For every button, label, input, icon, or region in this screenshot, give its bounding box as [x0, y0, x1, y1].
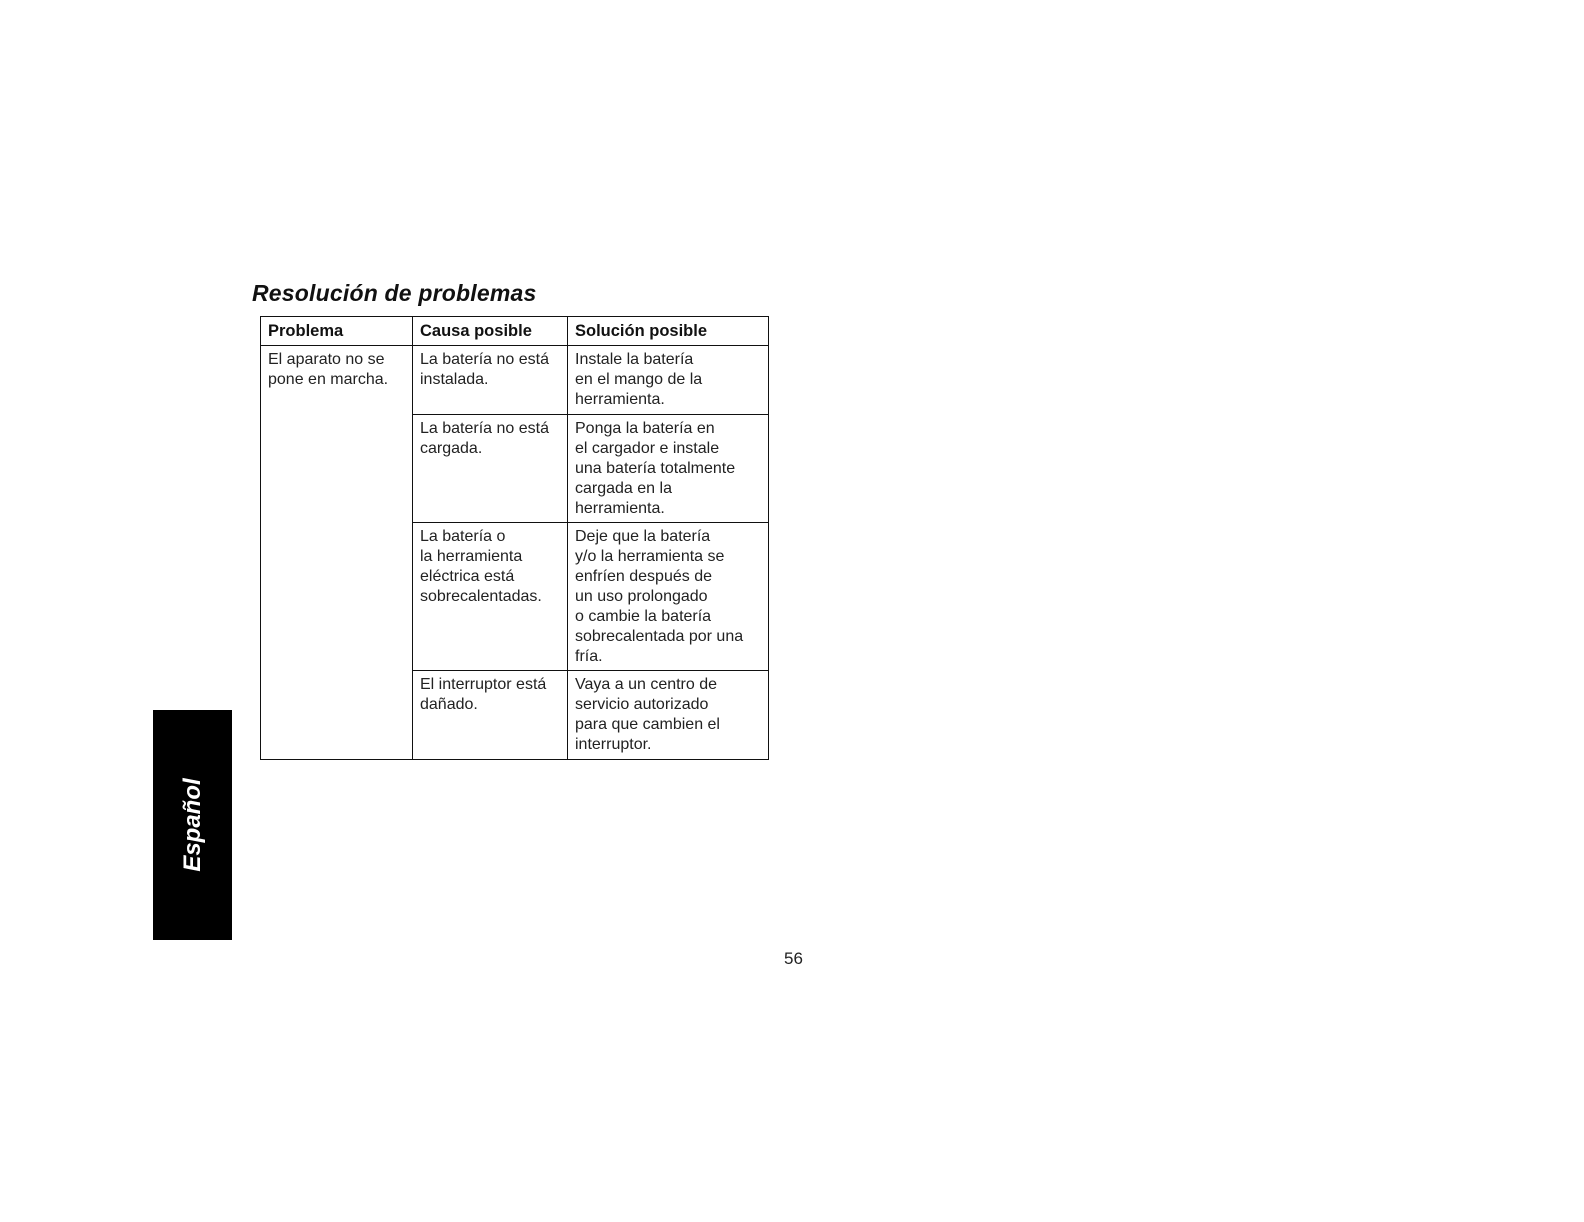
table-header-row — [261, 317, 769, 346]
cause-cell: El interruptor está dañado. — [413, 671, 568, 760]
section-title: Resolución de problemas — [252, 280, 537, 306]
header-solution: Solución posible — [568, 317, 769, 346]
cause-cell: La batería o la herramienta eléctrica está sobrecalentadas. — [413, 523, 568, 671]
solution-cell: Vaya a un centro de servicio autorizado para que cambien el interruptor. — [568, 671, 769, 760]
solution-cell: Deje que la batería y/o la herramienta se enfríen después de un uso prolongado o cambie la batería sobrecalentada por una fría. — [568, 523, 769, 671]
solution-cell: Instale la batería en el mango de la herramienta. — [568, 346, 769, 415]
table-row — [261, 346, 769, 415]
cause-cell: La batería no está cargada. — [413, 415, 568, 523]
page-number: 56 — [784, 949, 803, 968]
language-tab — [153, 710, 232, 940]
troubleshooting-table — [260, 316, 769, 760]
language-tab-label: Español — [178, 778, 206, 872]
solution-cell: Ponga la batería en el cargador e instale una batería totalmente cargada en la herramienta. — [568, 415, 769, 523]
cause-cell: La batería no está instalada. — [413, 346, 568, 415]
header-cause: Causa posible — [413, 317, 568, 346]
header-problem: Problema — [261, 317, 413, 346]
problem-cell: El aparato no se pone en marcha. — [261, 346, 413, 760]
